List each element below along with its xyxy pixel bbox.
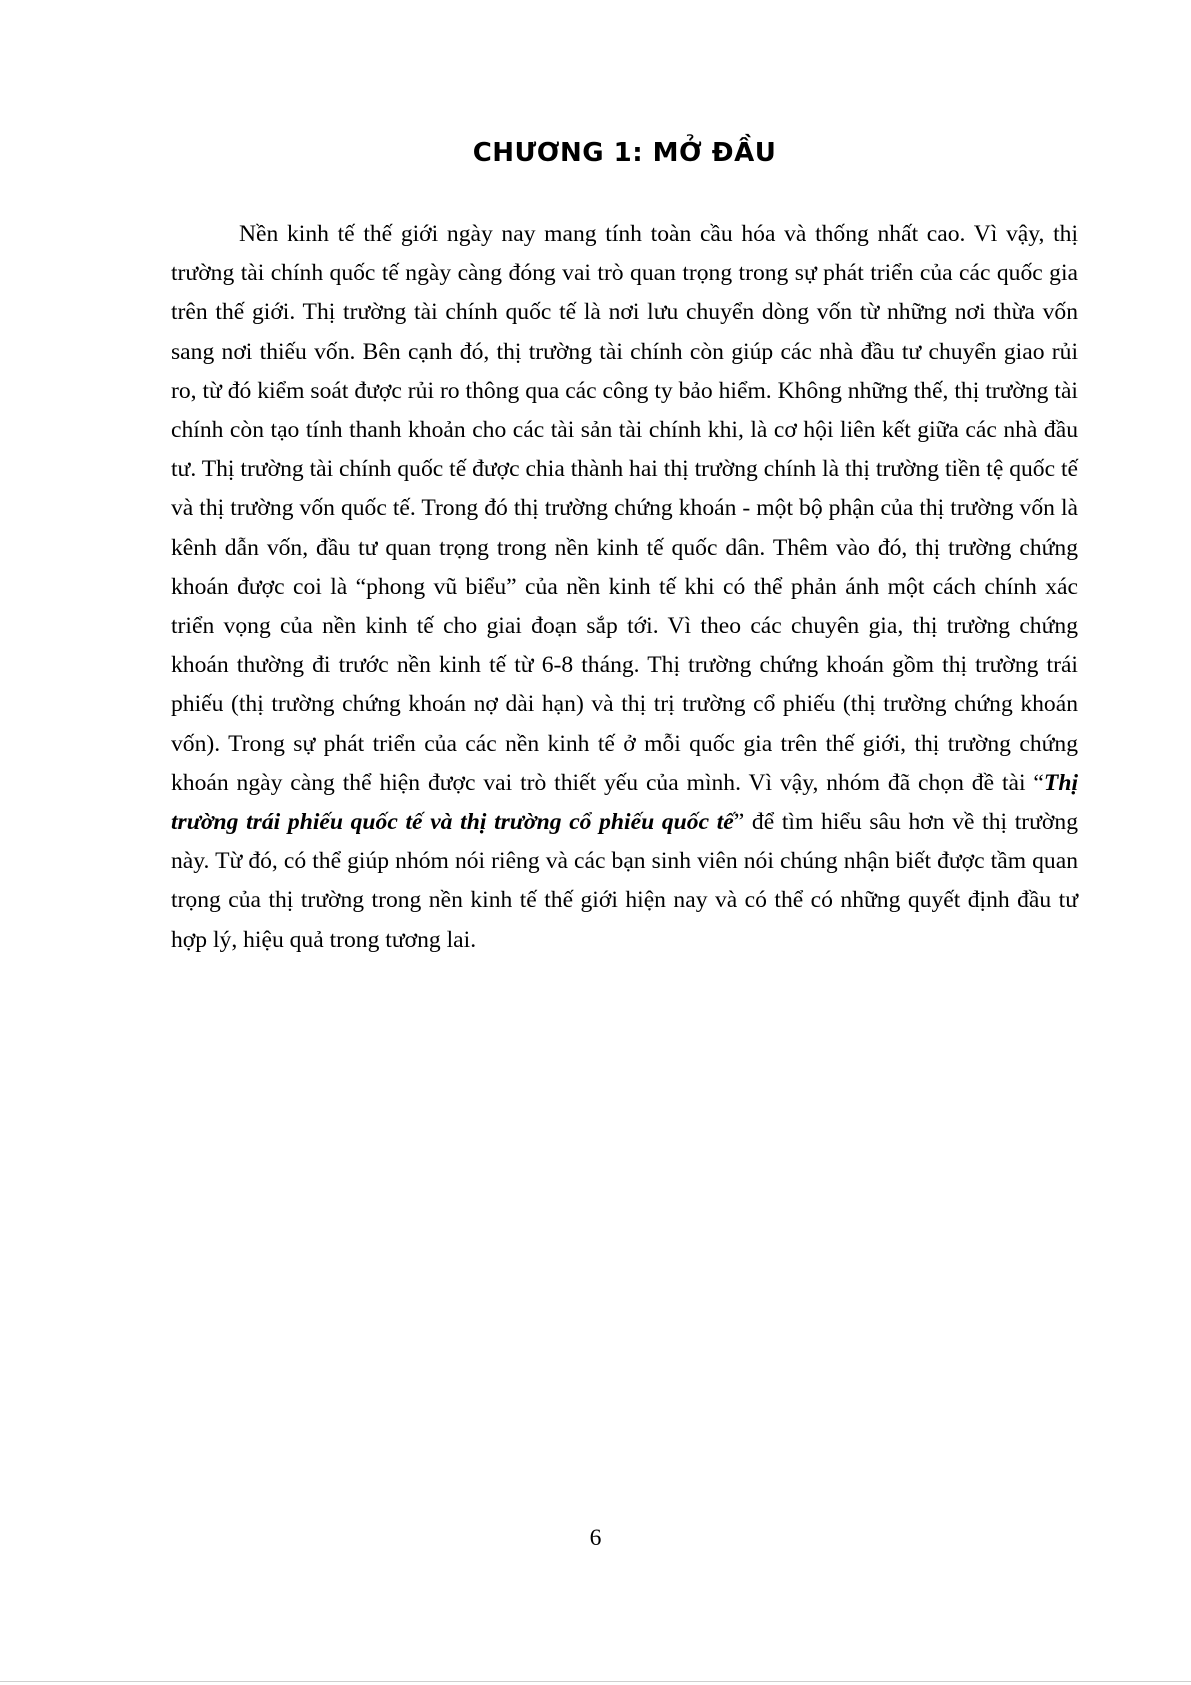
page-bottom-divider bbox=[0, 1681, 1191, 1682]
paragraph-text-before-emphasis: Nền kinh tế thế giới ngày nay mang tính toàn cầu hóa và thống nhất cao. Vì vậy, thị trường tài chính quốc tế ngày càng đóng vai trò quan trọng trong sự phát triển của các quốc gia trên thế giới. Thị trường tài chính quốc tế là nơi lưu chuyển dòng vốn từ những nơi thừa vốn sang nơi thiếu vốn. Bên cạnh đó, thị trường tài chính còn giúp các nhà đầu tư chuyển giao rủi ro, từ đó kiểm soát được rủi ro thông qua các công ty bảo hiểm. Không những thế, thị trường tài chính còn tạo tính thanh khoản cho các tài sản tài chính khi, là cơ hội liên kết giữa các nhà đầu tư. Thị trường tài chính quốc tế được chia thành hai thị trường chính là thị trường tiền tệ quốc tế và thị trường vốn quốc tế. Trong đó thị trường chứng khoán - một bộ phận của thị trường vốn là kênh dẫn vốn, đầu tư quan trọng trong nền kinh tế quốc dân. Thêm vào đó, thị trường chứng khoán được coi là “phong vũ biểu” của nền kinh tế khi có thể phản ánh một cách chính xác triển vọng của nền kinh tế cho giai đoạn sắp tới. Vì theo các chuyên gia, thị trường chứng khoán thường đi trước nền kinh tế từ 6-8 tháng. Thị trường chứng khoán gồm thị trường trái phiếu (thị trường chứng khoán nợ dài hạn) và thị trị trường cổ phiếu (thị trường chứng khoán vốn). Trong sự phát triển của các nền kinh tế ở mỗi quốc gia trên thế giới, thị trường chứng khoán ngày càng thể hiện được vai trò thiết yếu của mình. Vì vậy, nhóm đã chọn đề tài “ bbox=[171, 221, 1078, 796]
page-number: 6 bbox=[589, 1525, 602, 1551]
chapter-title: CHƯƠNG 1: MỞ ĐẦU bbox=[472, 138, 777, 168]
body-paragraph bbox=[171, 215, 1078, 960]
paragraph-emphasis-topic: Thị trường trái phiếu quốc tế và thị trường cổ phiếu quốc tế bbox=[171, 769, 1078, 836]
paragraph-text-after-emphasis: ” để tìm hiểu sâu hơn về thị trường này. Từ đó, có thể giúp nhóm nói riêng và các bạn sinh viên nói chúng nhận biết được tầm quan trọng của thị trường trong nền kinh tế thế giới hiện nay và có thể có những quyết định đầu tư hợp lý, hiệu quả trong tương lai. bbox=[171, 809, 1078, 953]
